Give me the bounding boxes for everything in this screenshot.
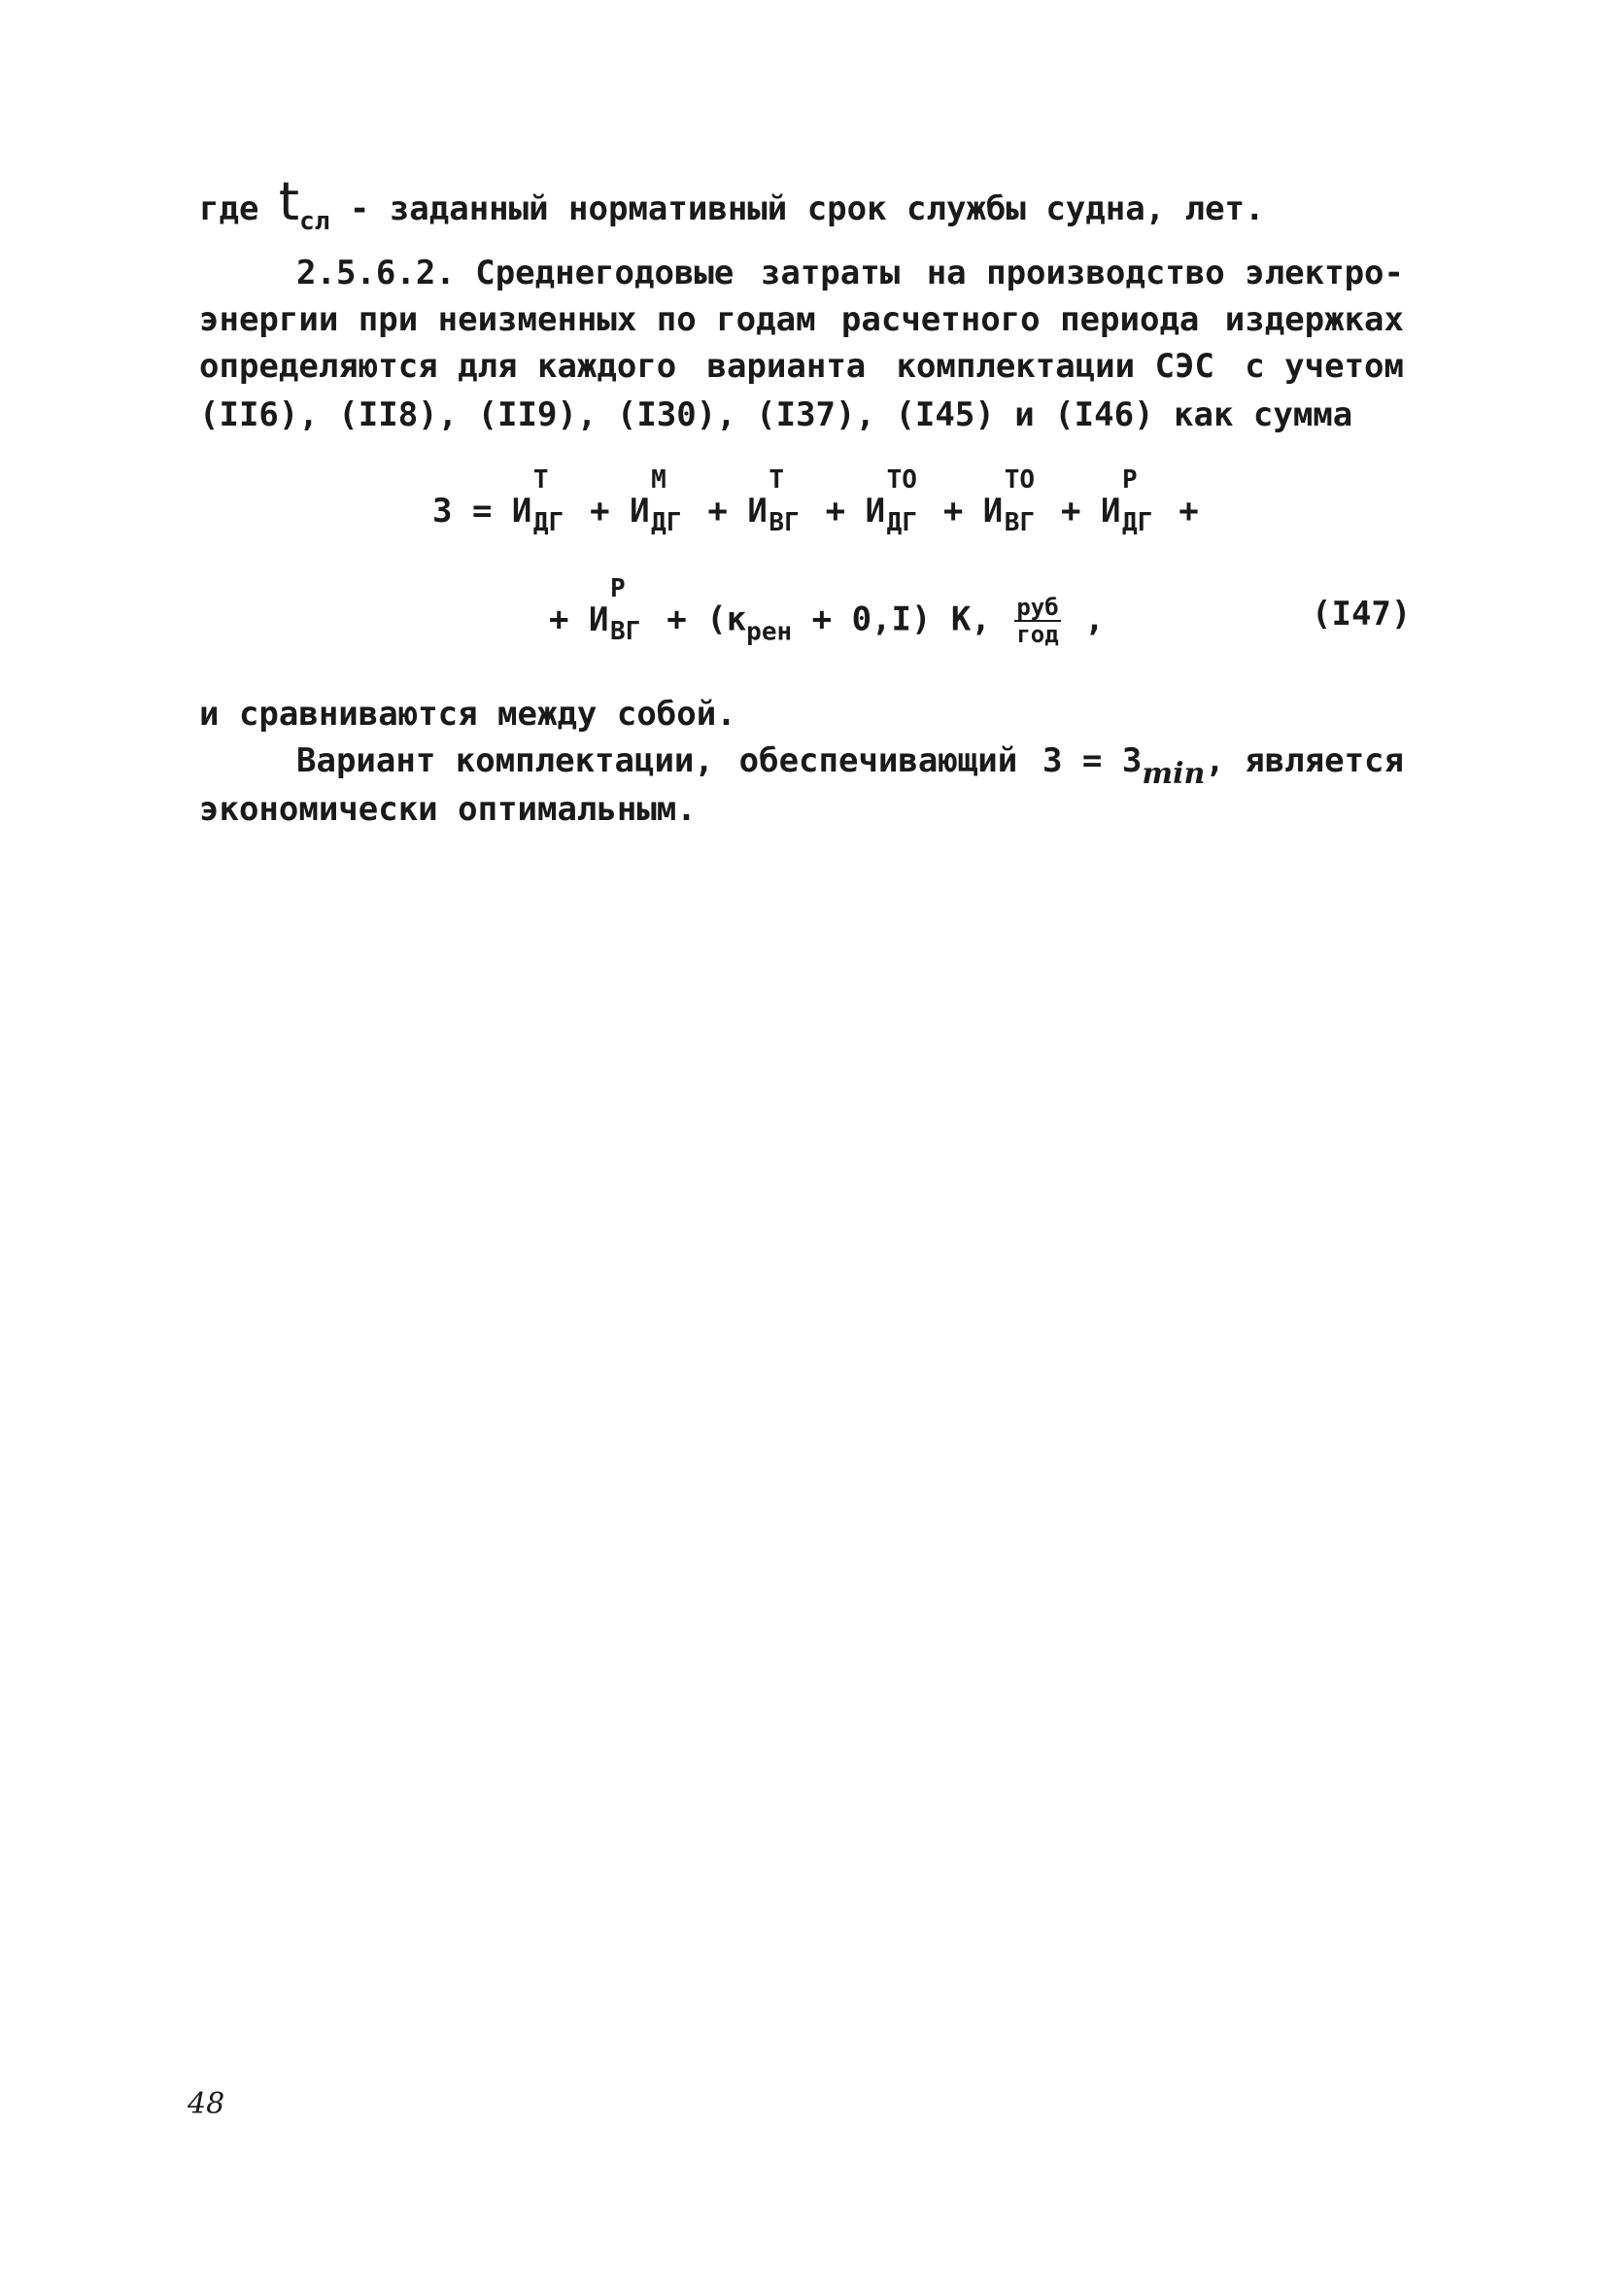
after-line-2: Вариант комплектации, обеспечивающий З = Зmin, является — [296, 741, 1404, 791]
definition-text: - заданный нормативный срок службы судна, лет. — [349, 189, 1265, 228]
min-subscript: min — [1142, 757, 1206, 791]
formula-term: И ТО ДГ — [865, 465, 917, 537]
formula-term: И Р ДГ — [1101, 465, 1153, 537]
plus-sign: + — [569, 492, 631, 531]
formula-term: И ТО ВГ — [982, 465, 1036, 537]
formula-term: И Р ВГ — [588, 573, 641, 646]
plus-sign: + — [805, 492, 866, 531]
para-line-4: (II6), (II8), (II9), (I30), (I37), (I45) и (I46) как сумма — [199, 395, 1353, 434]
para-line-2: энергии при неизменных по годам расчетного периода издержках — [199, 300, 1404, 339]
variable-t: t — [278, 171, 300, 232]
para-line-3: определяются для каждого варианта комплектации СЭС с учетом — [199, 347, 1404, 386]
formula-line-1: З = И Т ДГ + И М ДГ + И Т ВГ + И ТО ДГ + И ТО ВГ + И Р ДГ + — [432, 465, 1199, 537]
text-where: где — [199, 189, 259, 228]
after-line-3: экономически оптимальным. — [199, 790, 697, 829]
definition-line — [199, 171, 1404, 244]
unit-fraction: $\frac{\text{руб}}{\text{год}}$ — [1016, 594, 1059, 648]
plus-sign: + — [1041, 492, 1101, 531]
formula-line-2: + И Р ВГ + $(к_{рен} + 0,I)$ К, $\frac{\text{руб}}{\text{год}}$ , — [549, 573, 1105, 648]
formula-lhs: З = — [432, 492, 493, 531]
formula-term: И Т ДГ — [511, 465, 564, 537]
formula-term: И Т ВГ — [747, 465, 800, 537]
formula-term: И М ДГ — [630, 465, 682, 537]
para-line-1: 2.5.6.2. Среднегодовые затраты на производство электро- — [296, 254, 1404, 292]
plus-sign: + — [687, 492, 748, 531]
after-line-1: и сравниваются между собой. — [199, 695, 736, 734]
plus-sign: + — [923, 492, 983, 531]
equation-number: (I47) — [1312, 595, 1412, 634]
variable-t-subscript: сл — [299, 207, 330, 236]
page-number: 48 — [188, 2087, 225, 2121]
